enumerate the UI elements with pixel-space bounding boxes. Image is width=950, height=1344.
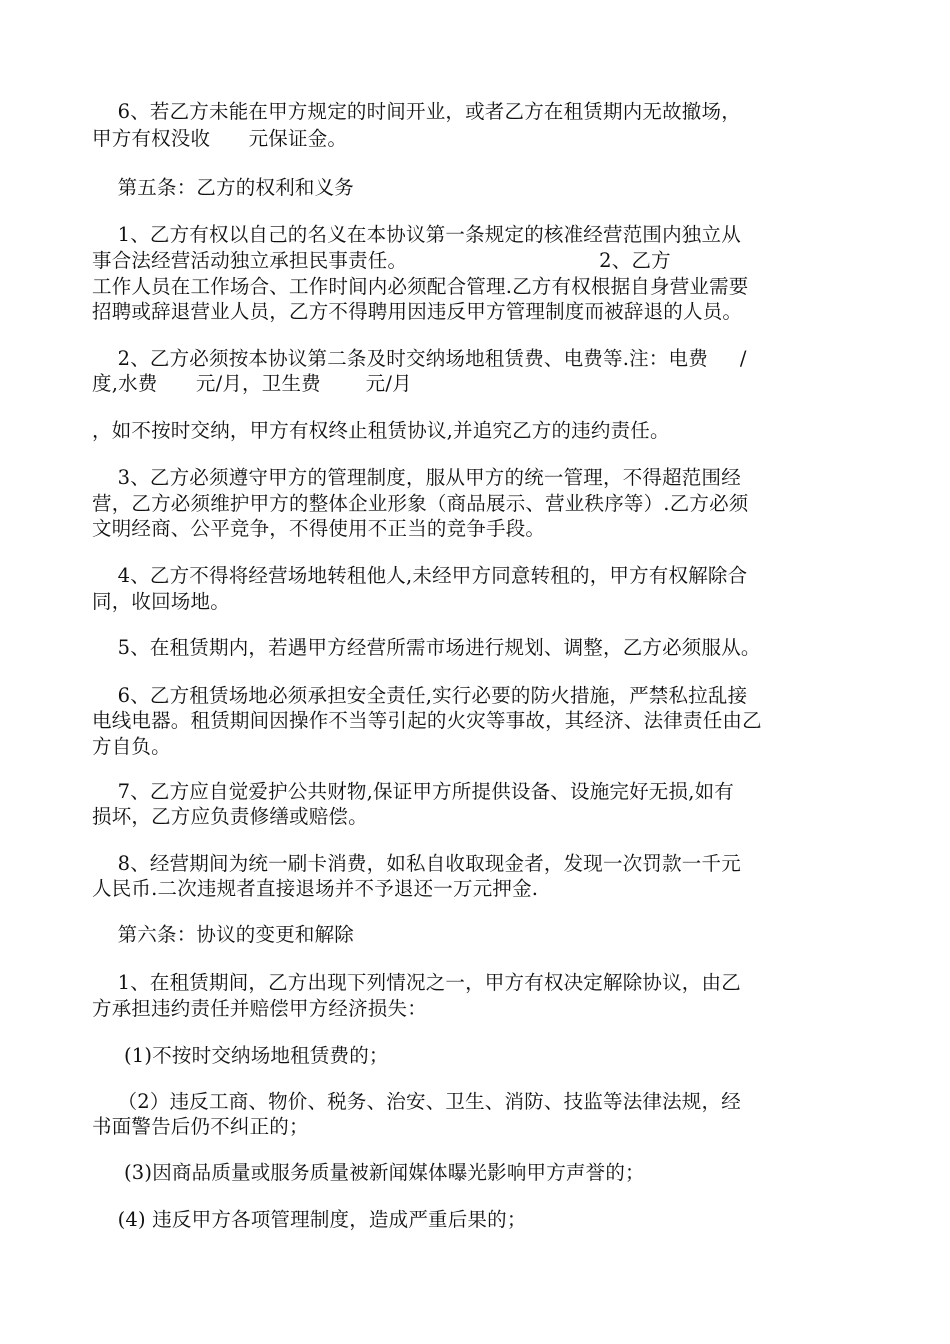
text-line: 电线电器。租赁期间因操作不当等引起的火灾等事故，其经济、法律责任由乙 xyxy=(92,709,762,732)
text-line: 6、若乙方未能在甲方规定的时间开业，或者乙方在租赁期内无故撤场， xyxy=(92,100,741,123)
text-line: 损坏，乙方应负责修缮或赔偿。 xyxy=(92,805,368,828)
text-line: 6、乙方租赁场地必须承担安全责任,实行必要的防火措施，严禁私拉乱接 xyxy=(92,684,748,707)
text-line: 事合法经营活动独立承担民事责任。 2、乙方 xyxy=(92,249,671,272)
text-line: 方自负。 xyxy=(92,735,171,758)
text-line: 1、乙方有权以自己的名义在本协议第一条规定的核准经营范围内独立从 xyxy=(92,223,741,246)
list-item: (4) 违反甲方各项管理制度，造成严重后果的； xyxy=(92,1208,527,1231)
text-line: 8、经营期间为统一刷卡消费，如私自收取现金者，发现一次罚款一千元 xyxy=(92,852,741,875)
text-line: 3、乙方必须遵守甲方的管理制度，服从甲方的统一管理，不得超范围经 xyxy=(92,466,741,489)
text-line: 工作人员在工作场合、工作时间内必须配合管理.乙方有权根据自身营业需要 xyxy=(92,275,749,298)
text-line: 书面警告后仍不纠正的； xyxy=(92,1115,309,1138)
text-line: 人民币.二次违规者直接退场并不予退还一万元押金. xyxy=(92,877,539,900)
list-item: （2）违反工商、物价、税务、治安、卫生、消防、技监等法律法规，经 xyxy=(92,1090,741,1113)
list-item: (3)因商品质量或服务质量被新闻媒体曝光影响甲方声誉的； xyxy=(92,1161,645,1184)
text-line: ，如不按时交纳，甲方有权终止租赁协议,并追究乙方的违约责任。 xyxy=(92,419,670,442)
text-line: 同，收回场地。 xyxy=(92,590,230,613)
text-line: 度,水费 元/月，卫生费 元/月 xyxy=(92,372,412,395)
text-line: 5、在租赁期内，若遇甲方经营所需市场进行规划、调整，乙方必须服从。 xyxy=(92,636,761,659)
text-line: 2、乙方必须按本协议第二条及时交纳场地租赁费、电费等.注：电费 / xyxy=(92,347,747,370)
text-line: 7、乙方应自觉爱护公共财物,保证甲方所提供设备、设施完好无损,如有 xyxy=(92,780,734,803)
list-item: (1)不按时交纳场地租赁费的； xyxy=(92,1044,389,1067)
text-line: 方承担违约责任并赔偿甲方经济损失： xyxy=(92,997,427,1020)
text-line: 招聘或辞退营业人员，乙方不得聘用因违反甲方管理制度而被辞退的人员。 xyxy=(92,300,743,323)
section-heading: 第六条：协议的变更和解除 xyxy=(92,923,354,946)
text-line: 4、乙方不得将经营场地转租他人,未经甲方同意转租的，甲方有权解除合 xyxy=(92,564,748,587)
text-line: 1、在租赁期间，乙方出现下列情况之一，甲方有权决定解除协议，由乙 xyxy=(92,971,741,994)
text-line: 文明经商、公平竞争，不得使用不正当的竞争手段。 xyxy=(92,517,546,540)
section-heading: 第五条：乙方的权利和义务 xyxy=(92,176,354,199)
text-line: 营，乙方必须维护甲方的整体企业形象（商品展示、营业秩序等）.乙方必须 xyxy=(92,492,749,515)
text-line: 甲方有权没收 元保证金。 xyxy=(92,127,348,150)
